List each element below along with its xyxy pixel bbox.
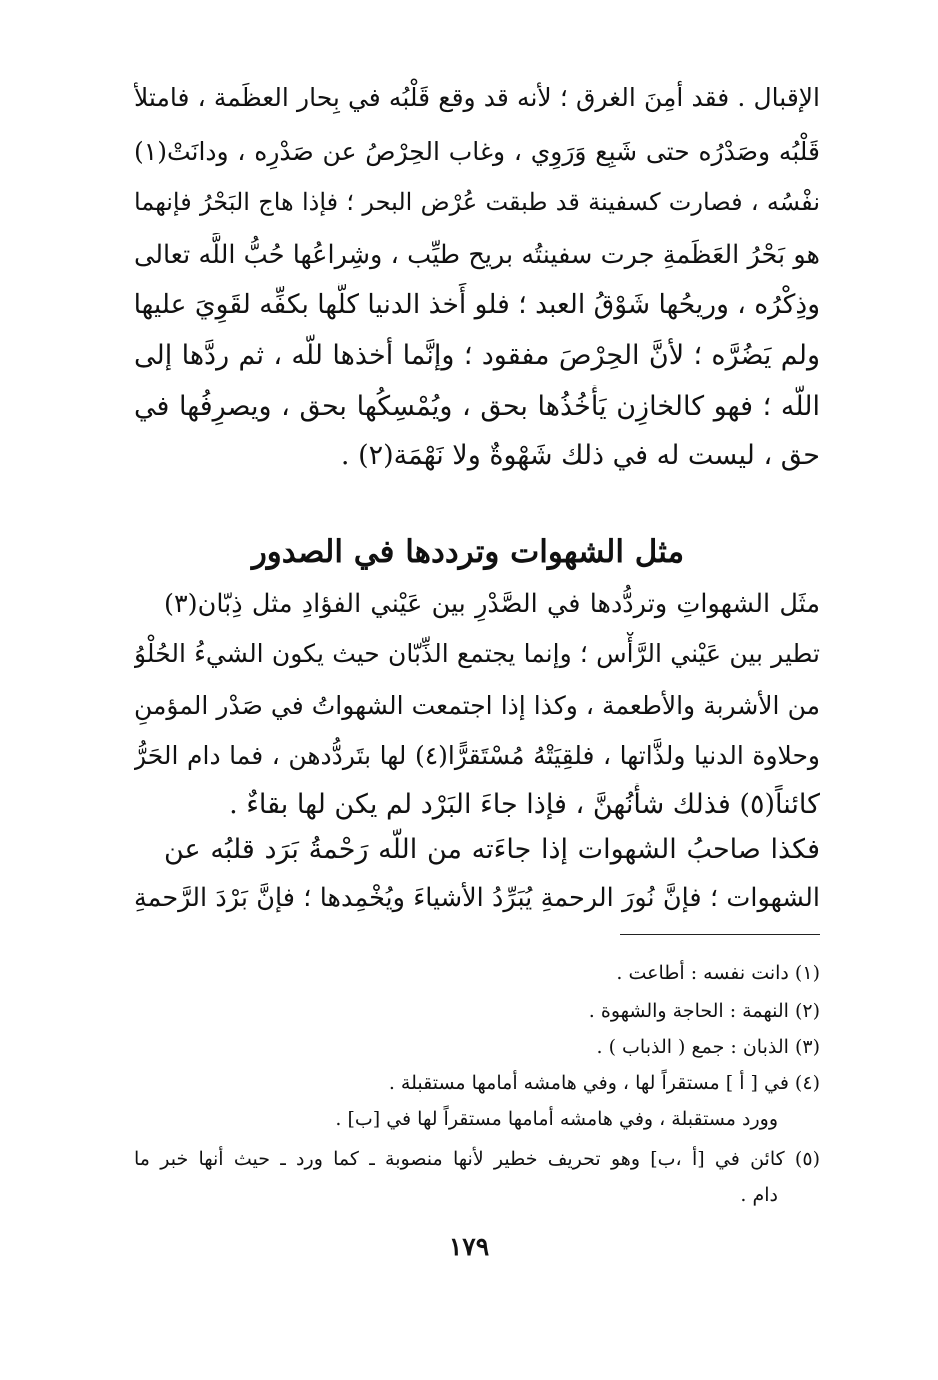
paragraph-3-line: الشهوات ؛ فإنَّ نُورَ الرحمةِ يُبَرِّدُ الأشياءَ ويُخْمِدها ؛ فإنَّ بَرْدَ الرَّحمةِ	[134, 883, 820, 913]
footnote: (٤) في [ أ ] مستقراً لها ، وفي هامشه أمامها مستقبلة .	[388, 1072, 820, 1094]
footnote: (١) دانت نفسه : أطاعت .	[616, 962, 820, 984]
paragraph-1-line: الإقبال . فقد أمِنَ الغرق ؛ لأنه قد وقع قَلْبُه في بِحار العظَمة ، فامتلأ	[134, 83, 820, 112]
paragraph-1-line: وذِكْرُه ، وريحُها شَوْقُ العبد ؛ فلو أَخذ الدنيا كلَّها بكفِّه لقَوِيَ عليها	[134, 289, 820, 320]
paragraph-1-line: قَلْبُه وصَدْرُه حتى شَبِع وَرَوِي ، وغاب الحِرْصُ عن صَدْرِه ، ودانَتْ(١)	[134, 137, 820, 166]
paragraph-1-line: ولم يَضُرَّه ؛ لأنَّ الحِرْصَ مفقود ؛ وإنَّما أخذها للَّه ، ثم ردَّها إلى	[134, 340, 820, 371]
paragraph-1-line: هو بَحْرُ العَظَمةِ جرت سفينتُه بريح طيِّب ، وشِراعُها حُبُّ اللَّه تعالى	[134, 240, 820, 270]
paragraph-1-line: نفْسُه ، فصارت كسفينة قد طبقت عُرْض البحر ؛ فإذا هاج البَحْرُ فإنهما	[134, 188, 820, 216]
paragraph-2-line: وحلاوة الدنيا ولذَّاتها ، فلقِيَتْهُ مُسْتَقرًّا(٤) لها بتَردُّدهن ، فما دام الحَرُّ	[134, 741, 820, 770]
paragraph-3-line: فكذا صاحبُ الشهوات إذا جاءَته من اللَّه رَحْمةُ بَرَد قلبُه عن	[164, 834, 820, 865]
paragraph-2-line: من الأشربة والأطعمة ، وكذا إذا اجتمعت الشهواتُ في صَدْر المؤمنِ	[134, 691, 820, 720]
footnote: (٣) الذبان : جمع ( الذباب ) .	[596, 1036, 820, 1058]
paragraph-2-line: كائناً(٥) فذلك شأْنُهنَّ ، فإذا جاءَ البَرْد لم يكن لها بقاءٌ .	[229, 789, 820, 820]
footnote-continuation: دام .	[740, 1184, 778, 1206]
section-heading: مثل الشهوات وترددها في الصدور	[251, 534, 685, 570]
footnote-continuation: وورد مستقبلة ، وفي هامشه أمامها مستقراً لها في [ب] .	[335, 1108, 778, 1130]
paragraph-1-line: اللَّه ؛ فهو كالخازِن يَأْخُذُها بحق ، ويُمْسِكُها بحق ، ويصرِفُها في	[134, 391, 820, 422]
footnote: (٢) النهمة : الحاجة والشهوة .	[588, 1000, 820, 1022]
paragraph-2-line: تطير بين عَيْني الرَّأْس ؛ وإنما يجتمع الذِّبّان حيث يكون الشيءُ الحُلْوُ	[134, 639, 820, 668]
paragraph-1-line: حق ، ليست له في ذلك شَهْوةٌ ولا نَهْمَة(٢) .	[340, 440, 820, 471]
footnote-divider	[620, 934, 820, 935]
page-number: ١٧٩	[448, 1232, 490, 1261]
footnote: (٥) كائن في [أ ،ب] وهو تحريف خطير لأنها منصوبة ـ كما ورد ـ حيث أنها خبر ما	[134, 1148, 820, 1170]
paragraph-2-line: مثَل الشهواتِ وتردُّدها في الصَّدْرِ بين عَيْني الفؤادِ مثل ذِبّان(٣)	[164, 589, 820, 619]
